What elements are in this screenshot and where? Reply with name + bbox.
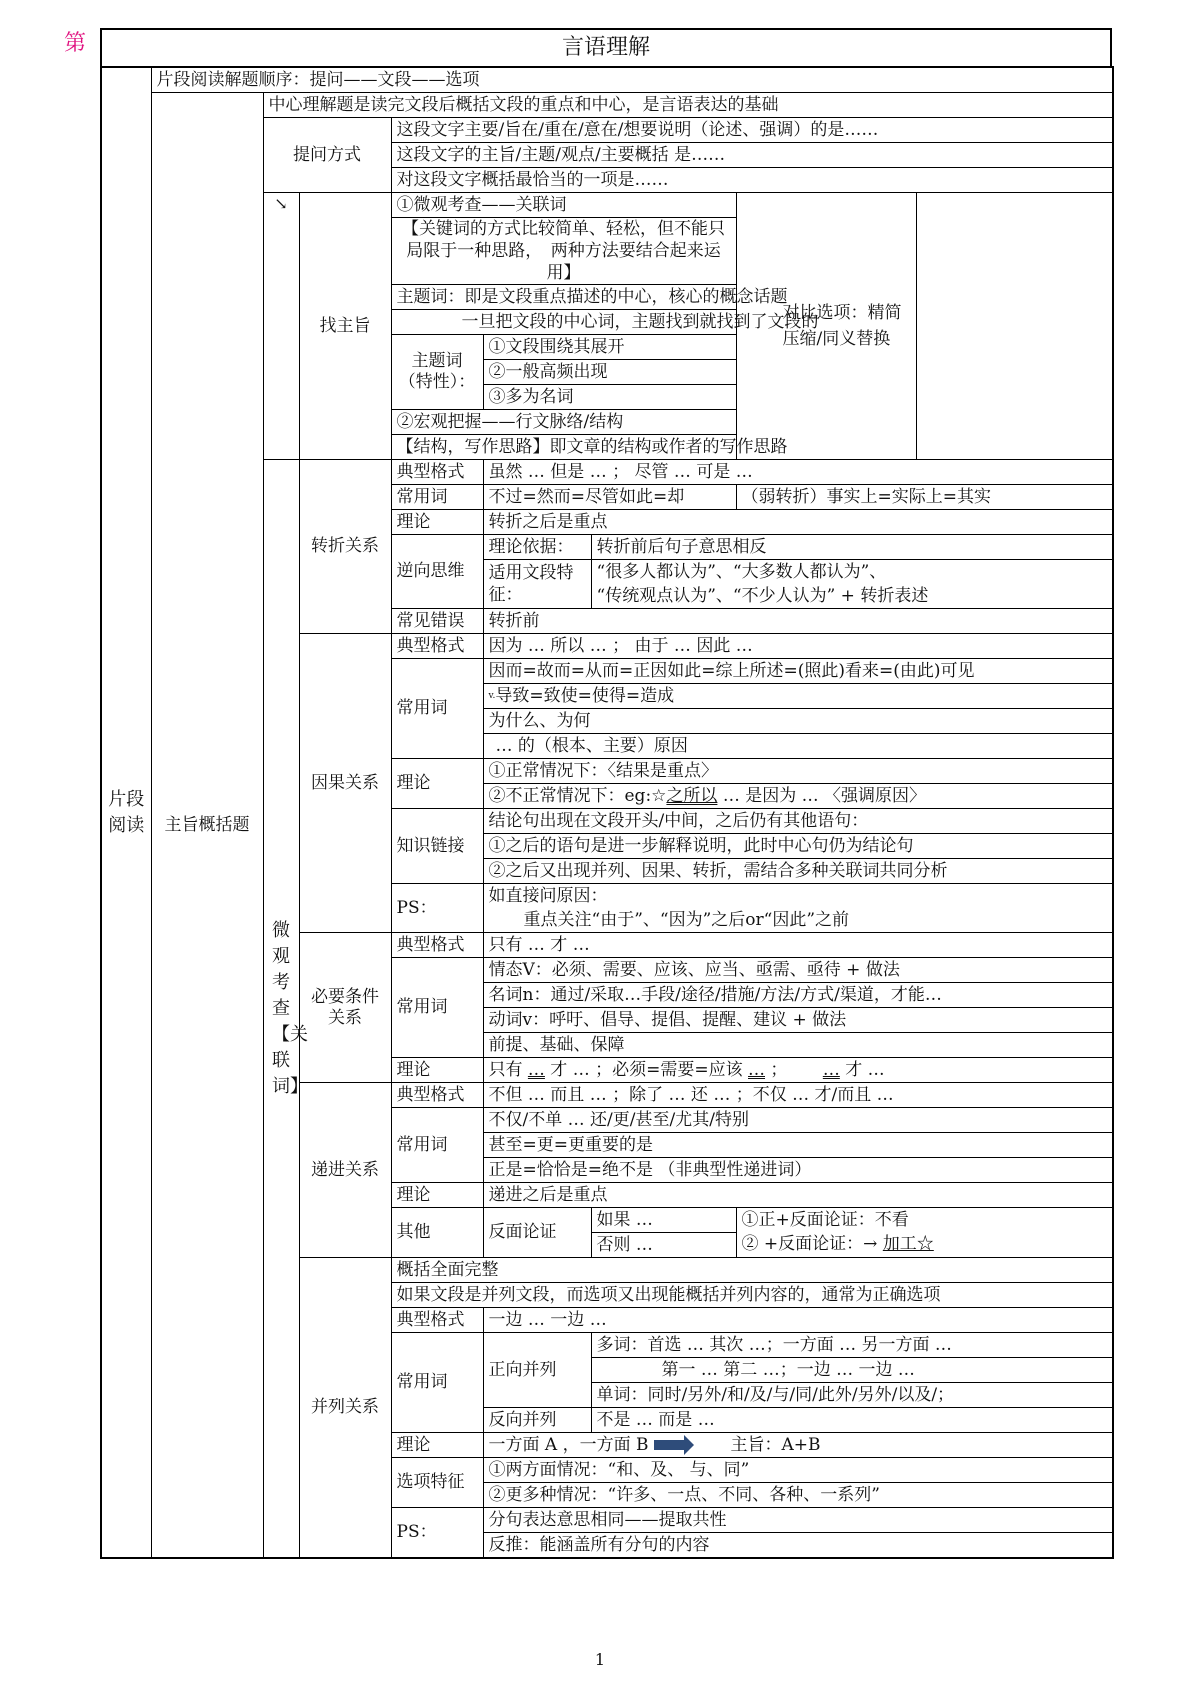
prog-words-key: 常用词	[391, 1108, 483, 1183]
turn-format: 虽然 … 但是 … ； 尽管 … 可是 …	[483, 460, 1113, 485]
ask-item: 这段文字的主旨/主题/观点/主要概括 是……	[391, 143, 1113, 168]
turn-basis: 转折前后句子意思相反	[591, 535, 1113, 560]
prog-label: 递进关系	[299, 1083, 391, 1258]
para-label: 并列关系	[299, 1258, 391, 1559]
need-words-key: 常用词	[391, 958, 483, 1058]
cause-link: ②之后又出现并列、因果、转折，需结合多种关联词共同分析	[483, 859, 1113, 884]
para-neg: 不是 … 而是 …	[591, 1408, 1113, 1433]
turn-error: 转折前	[483, 609, 1113, 634]
topic-cell: 主旨概括题	[151, 93, 263, 1559]
cause-format: 因为 … 所以 … ； 由于 … 因此 …	[483, 634, 1113, 659]
find-label: 找主旨	[299, 193, 391, 460]
theme-feature: ①文段围绕其展开	[483, 335, 736, 360]
para-words-key: 常用词	[391, 1333, 483, 1433]
page-mark: 第	[64, 31, 87, 56]
need-word: 情态V：必须、需要、应该、应当、亟需、亟待 + 做法	[483, 958, 1113, 983]
para-format-key: 典型格式	[391, 1308, 483, 1333]
prog-format: 不但 … 而且 … ；除了 … 还 … ；不仅 … 才/而且 …	[483, 1083, 1113, 1108]
para-pos-label: 正向并列	[483, 1333, 591, 1408]
intro-row: 中心理解题是读完文段后概括文段的重点和中心，是言语表达的基础	[263, 93, 1113, 118]
turn-words-a: 不过=然而=尽管如此=却	[483, 485, 736, 510]
cause-link: ①之后的语句是进一步解释说明，此时中心句仍为结论句	[483, 834, 1113, 859]
arrow-cell	[263, 193, 299, 460]
cause-word: 因而=故而=从而=正因如此=综上所述=(照此)看来=(由此)可见	[483, 659, 1113, 684]
cause-ps-1: 如直接问原因：	[483, 884, 1113, 909]
arrow-down-right-icon: ↘	[274, 194, 288, 213]
turn-apply-label: 适用文段特征：	[483, 560, 591, 609]
keyword-note: 【关键词的方式比较简单、轻松，但不能只局限于一种思路， 两种方法要结合起来运用】	[391, 218, 736, 285]
order-row: 片段阅读解题顺序：提问——文段——选项	[151, 67, 1113, 93]
para-theory: 一方面 A ，一方面 B 主旨：A+B	[483, 1433, 1113, 1458]
cause-theory-2: ②不正常情况下：eg:☆之所以 … 是因为 … 〈强调原因〉	[483, 784, 1113, 809]
para-single: 单词：同时/另外/和/及/与/同/此外/另外/以及/；	[591, 1383, 1113, 1408]
turn-format-key: 典型格式	[391, 460, 483, 485]
turn-error-key: 常见错误	[391, 609, 483, 634]
prog-word: 不仅/不单 … 还/更/甚至/尤其/特别	[483, 1108, 1113, 1133]
turn-theory: 转折之后是重点	[483, 510, 1113, 535]
para-ps-2: 反推：能涵盖所有分句的内容	[483, 1533, 1113, 1559]
need-theory: 只有 … 才 … ；必须=需要=应该 … ； … 才 …	[483, 1058, 1113, 1083]
need-word: 前提、基础、保障	[483, 1033, 1113, 1058]
para-theory-key: 理论	[391, 1433, 483, 1458]
compare-cell: 对比选项：精简压缩/同义替换	[736, 193, 916, 460]
prog-theory: 递进之后是重点	[483, 1183, 1113, 1208]
prog-word: 正是=恰恰是=绝不是 （非典型性递进词）	[483, 1158, 1113, 1183]
prog-word: 甚至=更=更重要的是	[483, 1133, 1113, 1158]
theme-once: 一旦把文段的中心词，主题找到就找到了文段的	[391, 310, 736, 335]
turn-reverse-key: 逆向思维	[391, 535, 483, 609]
para-option-key: 选项特征	[391, 1458, 483, 1508]
prog-else: 否则 …	[591, 1233, 736, 1258]
turn-words-key: 常用词	[391, 485, 483, 510]
structure-row: 【结构，写作思路】即文章的结构或作者的写作思路	[391, 435, 736, 460]
cause-link-key: 知识链接	[391, 809, 483, 884]
theme-feature: ③多为名词	[483, 385, 736, 410]
need-format: 只有 … 才 …	[483, 933, 1113, 958]
right-arrow-icon	[654, 1440, 684, 1450]
theme-def: 主题词：即是文段重点描述的中心，核心的概念话题	[391, 285, 736, 310]
cause-label: 因果关系	[299, 634, 391, 933]
turn-theory-key: 理论	[391, 510, 483, 535]
need-word: 名词n：通过/采取…手段/途径/措施/方法/方式/渠道，才能…	[483, 983, 1113, 1008]
para-format: 一边 … 一边 …	[483, 1308, 1113, 1333]
turn-apply-1: “很多人都认为”、“大多数人都认为”、	[591, 560, 1113, 585]
para-option-2: ②更多种情况：“许多、一点、不同、各种、一系列”	[483, 1483, 1113, 1508]
cause-ps-key: PS：	[391, 884, 483, 933]
theme-feature-label: 主题词（特性）：	[391, 335, 483, 410]
para-option-1: ①两方面情况：“和、及、 与、同”	[483, 1458, 1113, 1483]
cause-words-key: 常用词	[391, 659, 483, 759]
prog-format-key: 典型格式	[391, 1083, 483, 1108]
para-rule: 如果文段是并列文段，而选项又出现能概括并列内容的，通常为正确选项	[391, 1283, 1113, 1308]
theme-feature: ②一般高频出现	[483, 360, 736, 385]
prog-note-1: ①正+反面论证：不看	[736, 1208, 1113, 1233]
prog-counter-label: 反面论证	[483, 1208, 591, 1258]
para-multi-2: 第一 … 第二 …；一边 … 一边 …	[591, 1358, 1113, 1383]
cause-word: $^{v.}$导致=致使=使得=造成	[483, 684, 1113, 709]
prog-other-key: 其他	[391, 1208, 483, 1258]
turn-apply-2: “传统观点认为”、“不少人认为” + 转折表述	[591, 584, 1113, 609]
prog-theory-key: 理论	[391, 1183, 483, 1208]
page-title: 言语理解	[100, 28, 1112, 66]
micro-row: ①微观考查——关联词	[391, 193, 736, 218]
need-word: 动词v：呼吁、倡导、提倡、提醒、建议 + 做法	[483, 1008, 1113, 1033]
cause-theory-key: 理论	[391, 759, 483, 809]
need-label: 必要条件关系	[299, 933, 391, 1083]
cause-theory-1: ①正常情况下：〈结果是重点〉	[483, 759, 1113, 784]
ask-label: 提问方式	[263, 118, 391, 193]
prog-note-2: ② +反面论证：→ 加工☆	[736, 1233, 1113, 1258]
micro-label-cell: 微观考查 【关联词】	[263, 460, 299, 1559]
para-multi-1: 多词：首选 … 其次 …；一方面 … 另一方面 …	[591, 1333, 1113, 1358]
cause-ps-2: 重点关注“由于”、“因为”之后or“因此”之前	[483, 908, 1113, 933]
ask-item: 对这段文字概括最恰当的一项是……	[391, 168, 1113, 193]
need-format-key: 典型格式	[391, 933, 483, 958]
para-ps-key: PS：	[391, 1508, 483, 1559]
outline-table	[100, 66, 1114, 1559]
outline-table-wrapper	[100, 66, 1112, 1578]
para-neg-label: 反向并列	[483, 1408, 591, 1433]
cause-word: 为什么、为何	[483, 709, 1113, 734]
prog-if: 如果 …	[591, 1208, 736, 1233]
turn-basis-label: 理论依据：	[483, 535, 591, 560]
cause-word: … 的（根本、主要）原因	[483, 734, 1113, 759]
section-cell: 片段阅读	[101, 67, 151, 1558]
turn-words-b: （弱转折）事实上=实际上=其实	[736, 485, 1113, 510]
turn-label: 转折关系	[299, 460, 391, 634]
para-ps-1: 分句表达意思相同——提取共性	[483, 1508, 1113, 1533]
cause-format-key: 典型格式	[391, 634, 483, 659]
ask-item: 这段文字主要/旨在/重在/意在/想要说明（论述、强调）的是……	[391, 118, 1113, 143]
cause-link: 结论句出现在文段开头/中间，之后仍有其他语句：	[483, 809, 1113, 834]
page-number: 1	[594, 1650, 606, 1669]
need-theory-key: 理论	[391, 1058, 483, 1083]
para-summary: 概括全面完整	[391, 1258, 1113, 1283]
macro-row: ②宏观把握——行文脉络/结构	[391, 410, 736, 435]
